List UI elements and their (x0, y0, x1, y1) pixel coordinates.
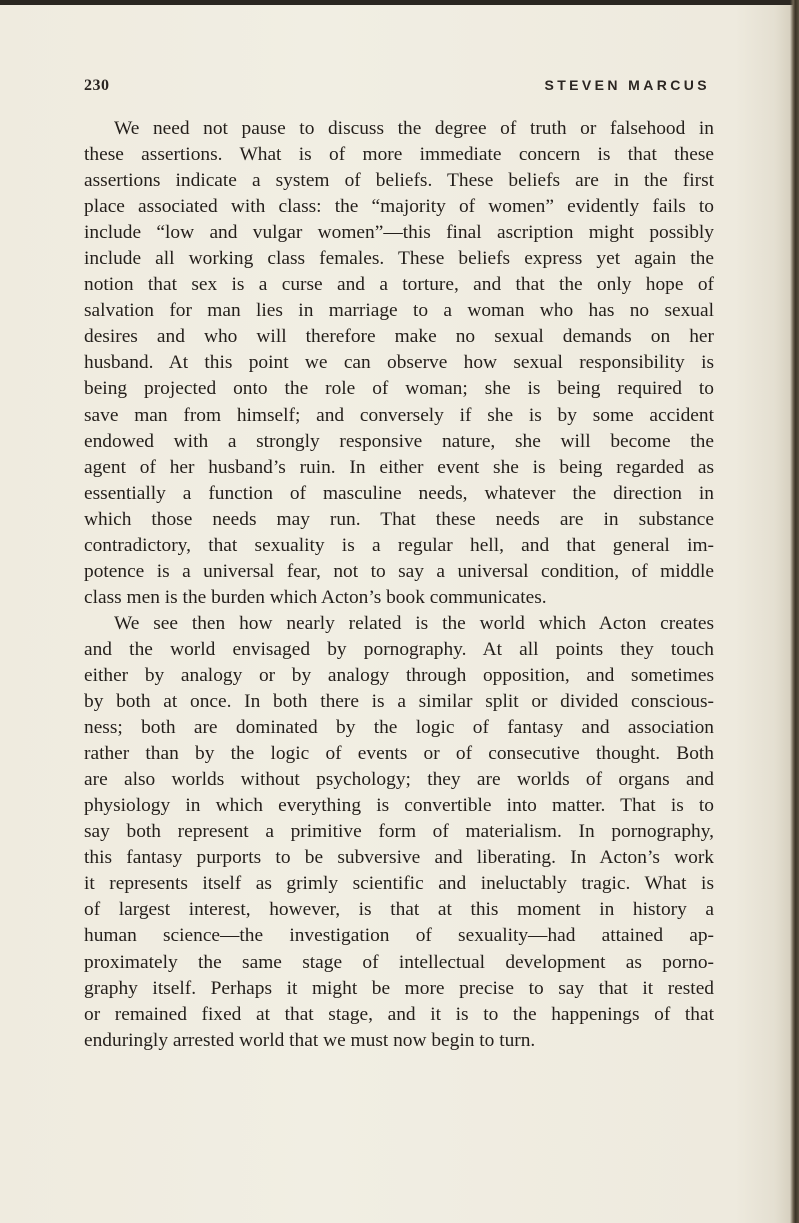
text-line: contradictory, that sexuality is a regular hell, and that general im- (84, 534, 714, 556)
text-line: save man from himself; and conversely if she is by some accident (84, 404, 714, 426)
text-line: are also worlds without psychology; they are worlds of organs and (84, 769, 714, 791)
text-line: or remained fixed at that stage, and it is to the happenings of that (84, 1003, 714, 1025)
text-line: notion that sex is a curse and a torture, and that the only hope of (84, 274, 714, 296)
text-line: include all working class females. These beliefs express yet again the (84, 248, 714, 270)
text-line: place associated with class: the “majority of women” evidently fails to (84, 196, 714, 218)
text-line: potence is a universal fear, not to say a universal condition, of middle (84, 560, 714, 582)
text-line: these assertions. What is of more immediate concern is that these (84, 144, 714, 166)
text-line: either by analogy or by analogy through opposition, and sometimes (84, 664, 714, 686)
page-header (84, 77, 710, 101)
text-line: physiology in which everything is convertible into matter. That is to (84, 795, 714, 817)
running-head: STEVEN MARCUS (544, 77, 710, 93)
text-line: proximately the same stage of intellectual development as porno- (84, 951, 714, 973)
text-line: by both at once. In both there is a similar split or divided conscious- (84, 691, 714, 713)
paragraph (84, 611, 714, 1054)
text-line: essentially a function of masculine needs, whatever the direction in (84, 482, 714, 504)
text-line: rather than by the logic of events or of consecutive thought. Both (84, 743, 714, 765)
text-line: include “low and vulgar women”—this final ascription might possibly (84, 222, 714, 244)
page-top-edge (0, 0, 799, 5)
text-line: ness; both are dominated by the logic of fantasy and association (84, 717, 714, 739)
text-line: salvation for man lies in marriage to a woman who has no sexual (84, 300, 714, 322)
text-line: class men is the burden which Acton’s book communicates. (84, 586, 547, 608)
text-line: being projected onto the role of woman; she is being required to (84, 378, 714, 400)
page-binding-edge (790, 0, 799, 1223)
page-number: 230 (84, 77, 110, 94)
text-line: say both represent a primitive form of materialism. In pornography, (84, 821, 714, 843)
text-line: human science—the investigation of sexuality—had attained ap- (84, 925, 714, 947)
text-line: this fantasy purports to be subversive and liberating. In Acton’s work (84, 847, 714, 869)
text-line: graphy itself. Perhaps it might be more precise to say that it rested (84, 977, 714, 999)
text-line: which those needs may run. That these needs are in substance (84, 508, 714, 530)
text-line: enduringly arrested world that we must now begin to turn. (84, 1029, 536, 1051)
text-line: endowed with a strongly responsive nature, she will become the (84, 430, 714, 452)
text-line: desires and who will therefore make no sexual demands on her (84, 326, 714, 348)
text-line: of largest interest, however, is that at this moment in history a (84, 899, 714, 921)
body-text (84, 116, 714, 1054)
text-line: and the world envisaged by pornography. At all points they touch (84, 638, 714, 660)
text-line: agent of her husband’s ruin. In either event she is being regarded as (84, 456, 714, 478)
text-line: We see then how nearly related is the world which Acton creates (114, 612, 714, 634)
paragraph (84, 116, 714, 611)
text-line: it represents itself as grimly scientific and ineluctably tragic. What is (84, 873, 714, 895)
text-line: We need not pause to discuss the degree of truth or falsehood in (114, 118, 714, 139)
text-line: assertions indicate a system of beliefs. These beliefs are in the first (84, 170, 714, 192)
text-line: husband. At this point we can observe how sexual responsibility is (84, 352, 714, 374)
